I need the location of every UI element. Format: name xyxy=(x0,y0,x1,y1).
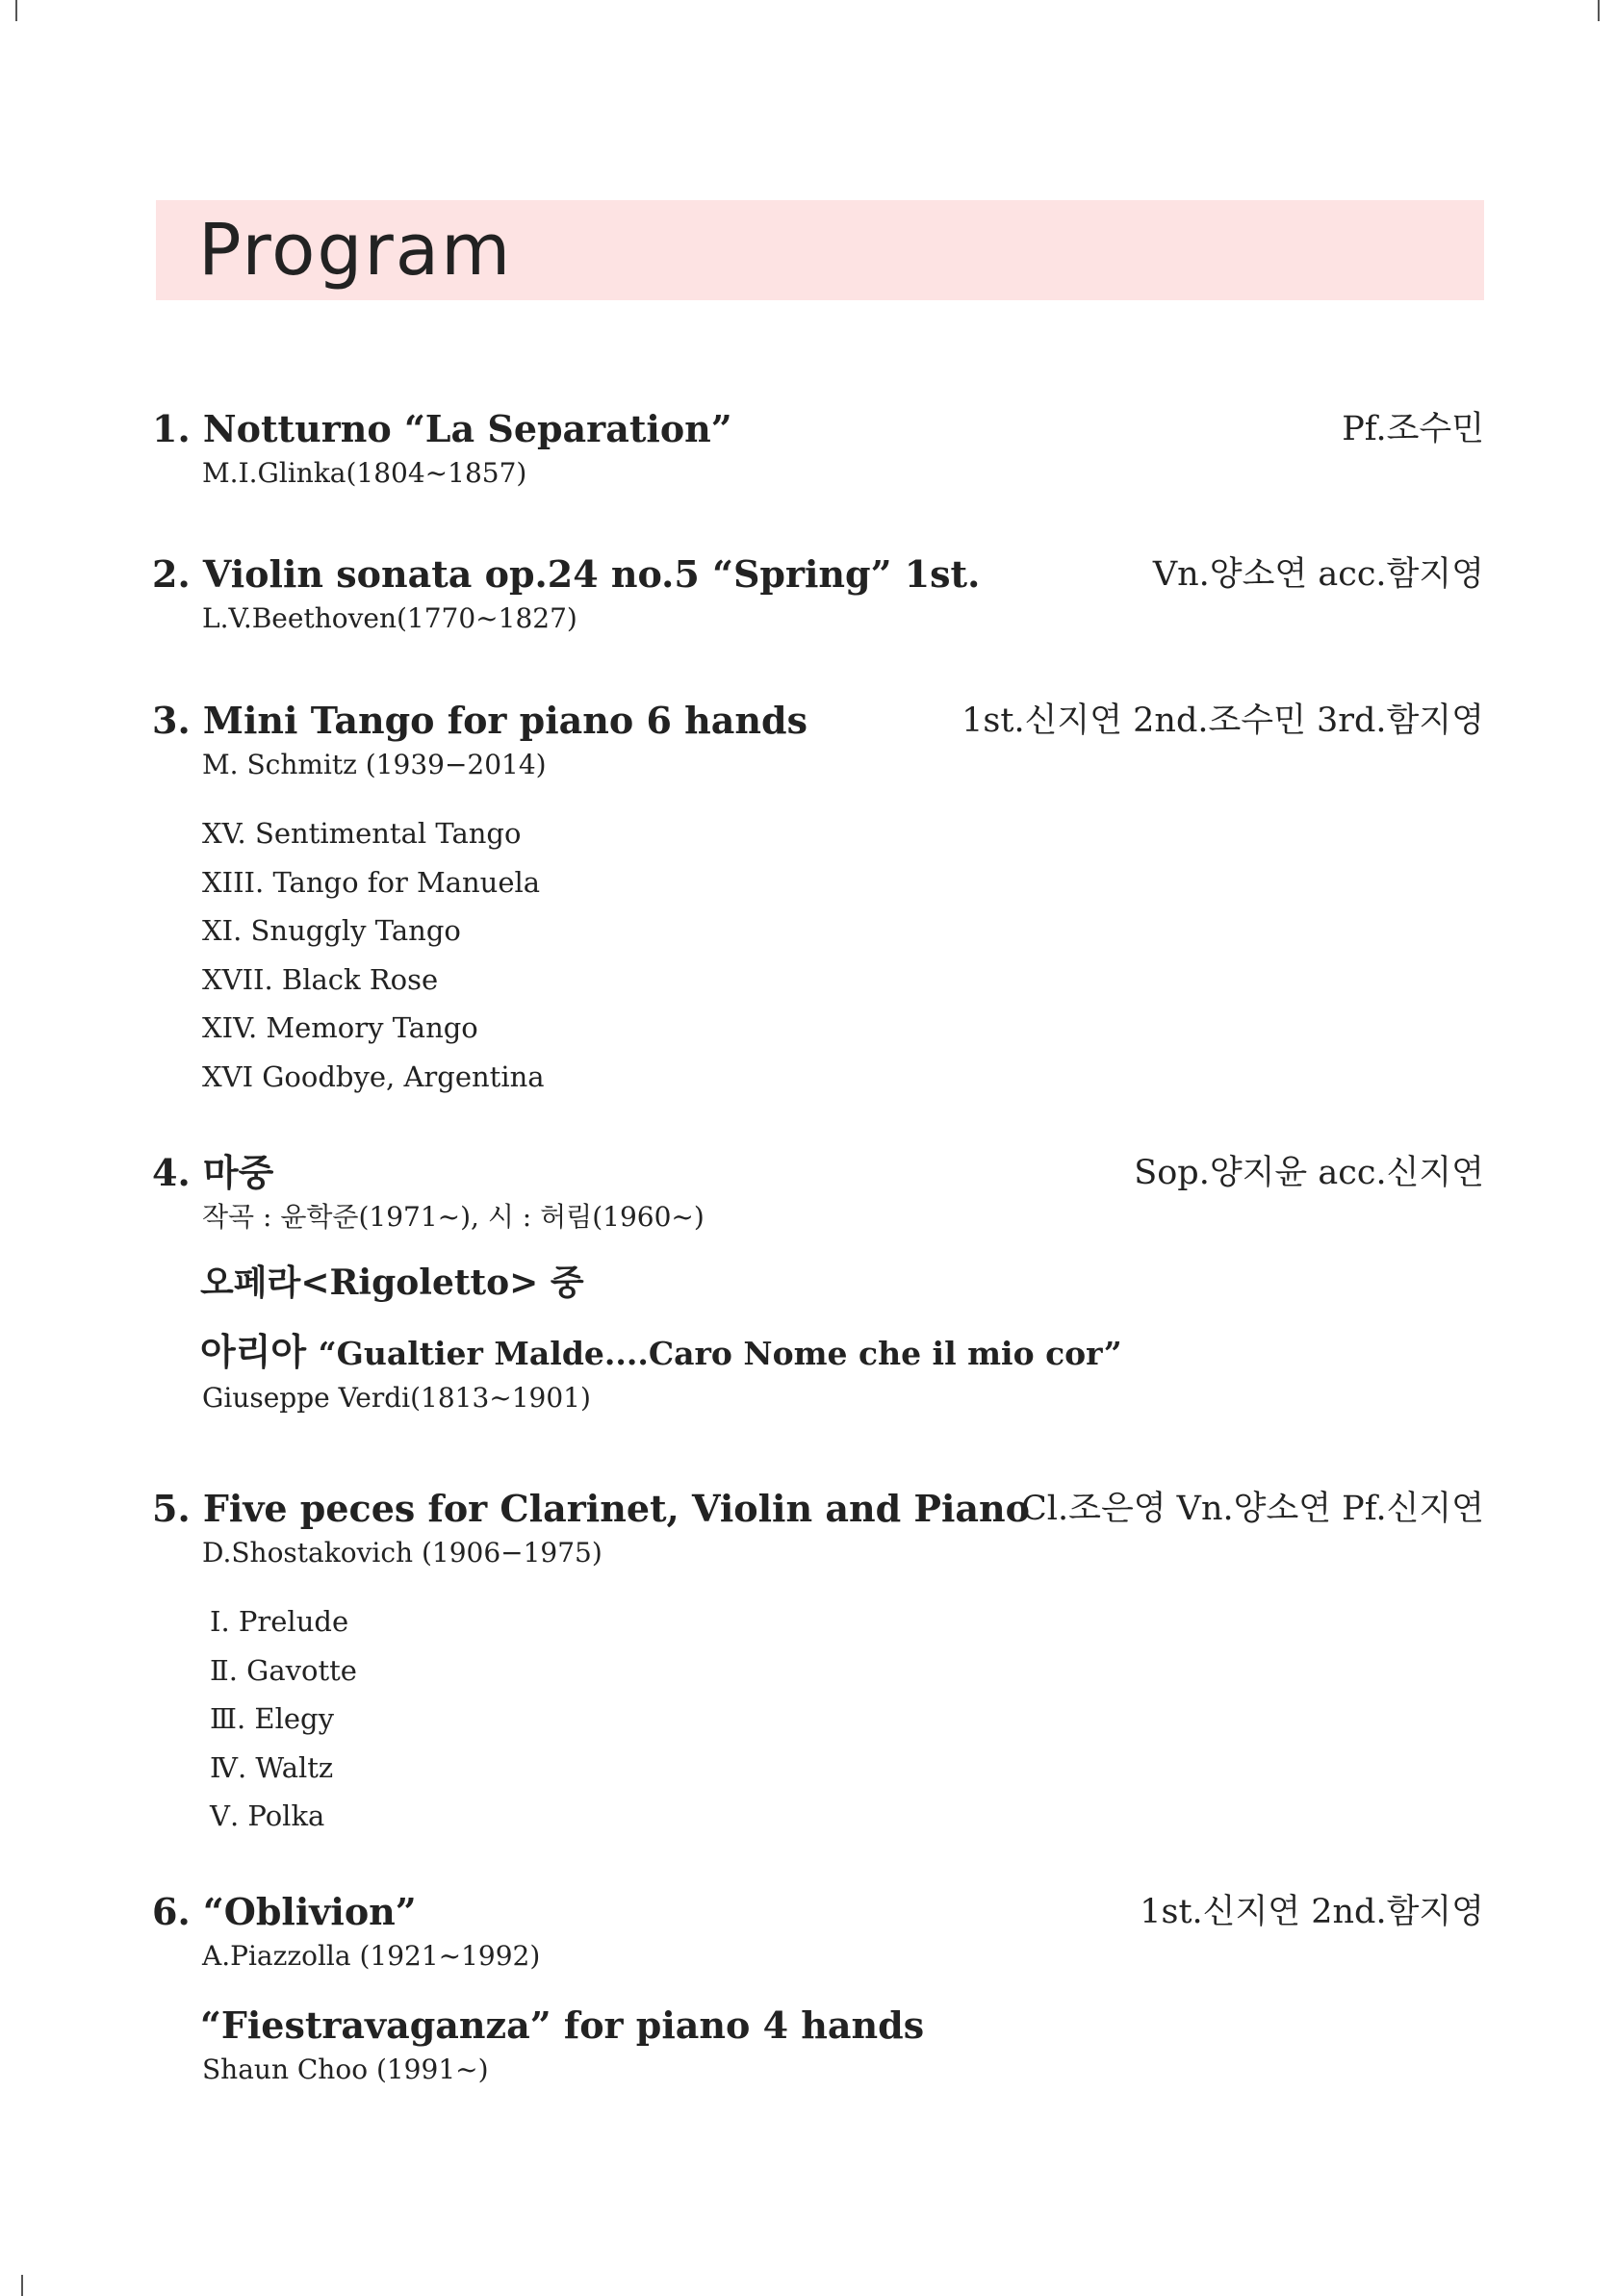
movement: XIII. Tango for Manuela xyxy=(202,865,541,899)
program-header xyxy=(156,200,1484,300)
movement: XV. Sentimental Tango xyxy=(202,817,522,850)
program-item-4 xyxy=(152,1148,1484,1417)
performers: 1st.신지연 2nd.함지영 xyxy=(1140,1893,1484,1931)
movement-list xyxy=(202,809,1484,1101)
movement: XI. Snuggly Tango xyxy=(202,914,461,947)
composer: M. Schmitz (1939−2014) xyxy=(202,749,547,780)
second-piece-title: “Fiestravaganza” for piano 4 hands xyxy=(200,2003,925,2047)
piece-title: 5. Five peces for Clarinet, Violin and Piano xyxy=(152,1487,1030,1530)
crop-mark-top-left xyxy=(15,0,17,21)
second-piece-composer: Shaun Choo (1991~) xyxy=(202,2054,489,2085)
program-item-5 xyxy=(152,1484,1484,1841)
piece-title: 3. Mini Tango for piano 6 hands xyxy=(152,699,808,742)
piece-title: 4. 마중 xyxy=(152,1151,274,1194)
movement: XVII. Black Rose xyxy=(202,962,439,996)
aria-title: 아리아 “Gualtier Malde....Caro Nome che il mio cor” xyxy=(200,1330,1122,1373)
program-item-6 xyxy=(152,1887,1484,2089)
opera-title: 오페라<Rigoletto> 중 xyxy=(200,1263,584,1303)
movement: Ⅰ. Prelude xyxy=(210,1605,349,1638)
composer: M.I.Glinka(1804~1857) xyxy=(202,457,527,489)
performers: Vn.양소연 acc.함지영 xyxy=(1152,555,1484,594)
program-item-3 xyxy=(152,696,1484,1101)
piece-title: 1. Notturno “La Separation” xyxy=(152,407,732,450)
piece-title: 6. “Oblivion” xyxy=(152,1890,417,1933)
movement: Ⅴ. Polka xyxy=(210,1799,325,1832)
composer: D.Shostakovich (1906−1975) xyxy=(202,1537,602,1569)
movement: XVI Goodbye, Argentina xyxy=(202,1059,545,1093)
piece-title: 2. Violin sonata op.24 no.5 “Spring” 1st. xyxy=(152,552,981,596)
movement: Ⅱ. Gavotte xyxy=(210,1653,357,1687)
crop-mark-bottom-left xyxy=(21,2275,23,2296)
composer: A.Piazzolla (1921~1992) xyxy=(202,1940,541,1972)
page-title: Program xyxy=(198,209,513,292)
performers: Pf.조수민 xyxy=(1342,410,1484,448)
composer: 작곡 : 윤학준(1971~), 시 : 허림(1960~) xyxy=(202,1201,705,1233)
program-item-2 xyxy=(152,549,1484,638)
movement-list xyxy=(202,1597,1484,1841)
aria-composer: Giuseppe Verdi(1813~1901) xyxy=(202,1382,591,1414)
performers: Cl.조은영 Vn.양소연 Pf.신지연 xyxy=(1021,1490,1484,1528)
composer: L.V.Beethoven(1770~1827) xyxy=(202,602,577,634)
performers: 1st.신지연 2nd.조수민 3rd.함지영 xyxy=(961,702,1484,740)
performers: Sop.양지윤 acc.신지연 xyxy=(1134,1154,1484,1192)
movement: XIV. Memory Tango xyxy=(202,1011,478,1044)
movement: Ⅲ. Elegy xyxy=(210,1702,334,1735)
movement: Ⅳ. Waltz xyxy=(210,1750,334,1784)
program-item-1 xyxy=(152,404,1484,493)
crop-mark-top-right xyxy=(1598,0,1600,21)
